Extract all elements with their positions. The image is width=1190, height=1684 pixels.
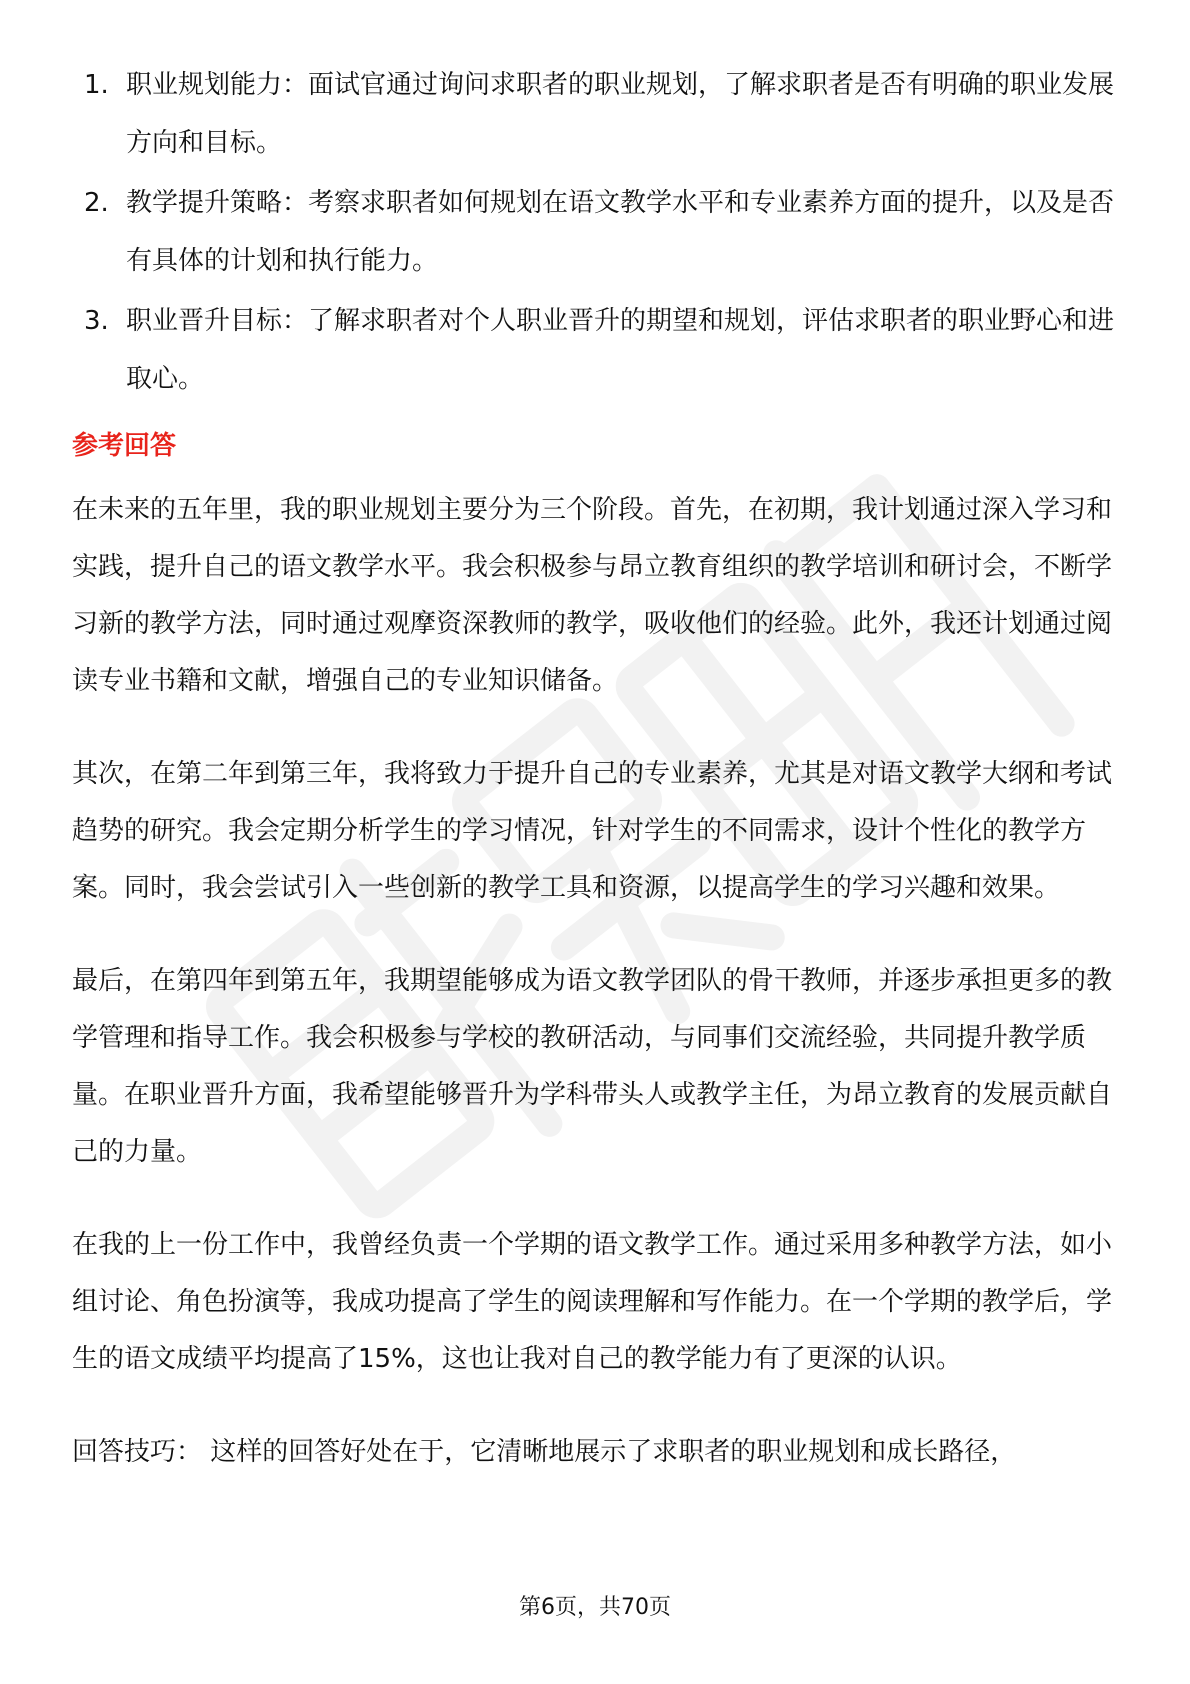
- criteria-item: [72, 174, 1120, 290]
- criteria-text: 职业规划能力：面试官通过询问求职者的职业规划，了解求职者是否有明确的职业发展方向和目标。: [126, 70, 1115, 158]
- criteria-item: [72, 292, 1120, 408]
- evaluation-criteria-list: [72, 56, 1120, 408]
- criteria-number: 1.: [84, 70, 109, 100]
- answer-paragraph: 在我的上一份工作中，我曾经负责一个学期的语文教学工作。通过采用多种教学方法，如小组讨论、角色扮演等，我成功提高了学生的阅读理解和写作能力。在一个学期的教学后，学生的语文成绩平均提高了15%，这也让我对自己的教学能力有了更深的认识。: [72, 1230, 1113, 1374]
- criteria-text: 职业晋升目标：了解求职者对个人职业晋升的期望和规划，评估求职者的职业野心和进取心。: [126, 306, 1115, 394]
- criteria-item: [72, 56, 1120, 172]
- answer-paragraph: 最后，在第四年到第五年，我期望能够成为语文教学团队的骨干教师，并逐步承担更多的教学管理和指导工作。我会积极参与学校的教研活动，与同事们交流经验，共同提升教学质量。在职业晋升方面，我希望能够晋升为学科带头人或教学主任，为昂立教育的发展贡献自己的力量。: [72, 966, 1113, 1167]
- criteria-text: 教学提升策略：考察求职者如何规划在语文教学水平和专业素养方面的提升，以及是否有具体的计划和执行能力。: [126, 188, 1115, 276]
- document-content: [72, 56, 1120, 1481]
- answer-tip: 回答技巧： 这样的回答好处在于，它清晰地展示了求职者的职业规划和成长路径，: [72, 1437, 1017, 1467]
- reference-answer-heading: 参考回答: [72, 431, 177, 461]
- criteria-number: 2.: [84, 188, 109, 218]
- page-number-footer: 第6页，共70页: [519, 1595, 671, 1620]
- answer-paragraph: 在未来的五年里，我的职业规划主要分为三个阶段。首先，在初期，我计划通过深入学习和实践，提升自己的语文教学水平。我会积极参与昂立教育组织的教学培训和研讨会，不断学习新的教学方法，同时通过观摩资深教师的教学，吸收他们的经验。此外，我还计划通过阅读专业书籍和文献，增强自己的专业知识储备。: [72, 495, 1113, 696]
- answer-paragraph: 其次，在第二年到第三年，我将致力于提升自己的专业素养，尤其是对语文教学大纲和考试趋势的研究。我会定期分析学生的学习情况，针对学生的不同需求，设计个性化的教学方案。同时，我会尝试引入一些创新的教学工具和资源，以提高学生的学习兴趣和效果。: [72, 759, 1113, 903]
- criteria-number: 3.: [84, 306, 109, 336]
